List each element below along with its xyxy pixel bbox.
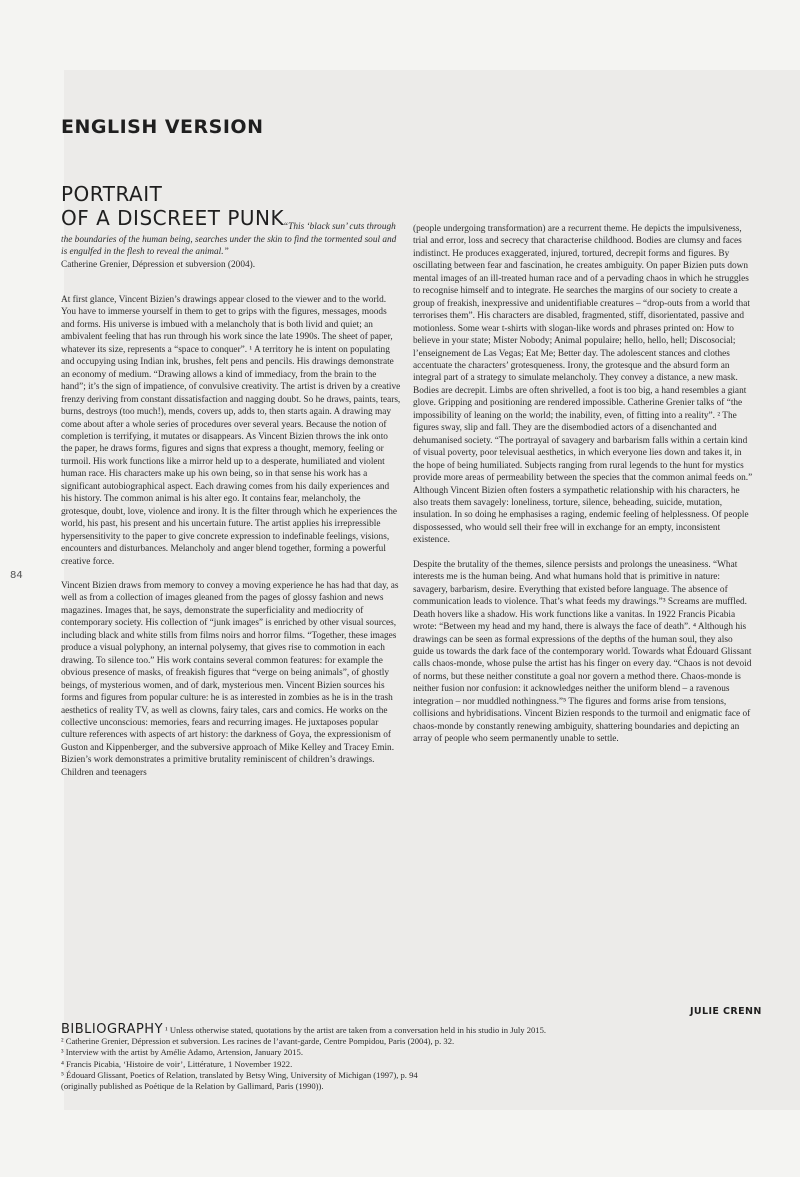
section-label: ENGLISH VERSION (61, 116, 264, 138)
bibliography-entry-5: (originally published as Poétique de la Relation by Gallimard, Paris (1990)). (61, 1081, 324, 1092)
right-column (413, 223, 753, 758)
title-line-1: PORTRAIT (61, 182, 163, 206)
epigraph (61, 221, 401, 271)
epigraph-source: Catherine Grenier, Dépression et subversion (2004). (61, 259, 256, 270)
bibliography-intro: ¹ Unless otherwise stated, quotations by the artist are taken from a conversation held in his studio in July 2015. (165, 1025, 547, 1035)
bibliography-entry-2: ³ Interview with the artist by Amélie Adamo, Artension, January 2015. (61, 1047, 303, 1058)
epigraph-quote: “This ‘black sun’ cuts through the boundaries of the human being, searches under the skin to find the tormented soul and is engulfed in the flesh to reveal the animal.” (61, 222, 397, 258)
left-paragraph-2: Vincent Bizien draws from memory to convey a moving experience he has had that day, as well as from a collection of images gleaned from the pages of glossy fashion and news magazines. Images that, he says, demonstrate the superficiality and mediocrity of contemporary society. His collection of “junk images” is enriched by other visual sources, including black and white stills from films noirs and horror films. “Together, these images produce a visual polyphony, an internal polysemy, that gives rise to commotion in each drawing. To silence too.” His work contains several common features: for example the obvious presence of masks, of freakish figures that “verge on being animals”, of ghostly beings, of mysterious women, and of dark, mysterious men. Vincent Bizien sources his forms and figures from popular culture: he is as interested in zombies as he is in the trash aesthetics of reality TV, as well as clowns, fairy tales, cars and comics. He works on the collective unconscious: memories, fears and recurring images. He juxtaposes popular culture references with aspects of art history: the darkness of Goya, the expressionism of Guston and Kippenberger, and the subversive approach of Mike Kelley and Tracey Emin. Bizien’s work demonstrates a primitive brutality reminiscent of children’s drawings. Children and teenagers (61, 580, 399, 778)
page-number: 84 (10, 570, 23, 581)
right-paragraph-2: Despite the brutality of the themes, silence persists and prolongs the uneasiness. “What interests me is the human being. And what humans hold that is primitive in nature: savagery, barbarism, desire. Everything that existed before language. The absence of communication leads to violence. That’s what feeds my drawings.”³ Screams are muffled. Death hovers like a shadow. His work functions like a vanitas. In 1922 Francis Picabia wrote: “Between my head and my hand, there is always the face of death”. ⁴ Although his drawings can be seen as formal expressions of the depths of the human soul, they also guide us towards the dark face of the contemporary world. Towards what Édouard Glissant calls chaos-monde, whose pulse the artist has his finger on every day. “Chaos is not devoid of norms, but these neither constitute a goal nor govern a method there. Chaos-monde is neither fusion nor confusion: it acknowledges neither the uniform blend – a ravenous integration – nor muddled nothingness.”⁵ The figures and forms arise from tensions, collisions and hybridisations. Vincent Bizien responds to the turmoil and enigmatic face of chaos-monde by constantly renewing ambiguity, shattering boundaries and depicting an array of people who seem permanently unable to settle. (413, 559, 752, 745)
bibliography (61, 1024, 761, 1092)
right-paragraph-1: (people undergoing transformation) are a recurrent theme. He depicts the impulsiveness, trial and error, loss and secrecy that characterise childhood. Bodies are clumsy and faces indistinct. He produces exaggerated, injured, tortured, decrepit forms and figures. By oscillating between fear and fascination, he creates ambiguity. On paper Bizien puts down mental images of an ill-treated human race and of a pervading chaos in which he struggles to recognise himself and to integrate. He searches the margins of our society to create a group of freakish, inexpressive and unidentifiable creatures – “drop-outs from a world that terrorises them”. His characters are disabled, fragmented, stiff, disorientated, passive and motionless. Some wear t-shirts with slogan-like words and phrases printed on: How to believe in your state; Mister Nobody; Animal populaire; hello, hello, hell; Discosocial; l’enseignement de Las Vegas; Eat Me; Better day. The adolescent stances and clothes accentuate the characters’ grotesqueness. Irony, the grotesque and the absurd form an integral part of a strategy to simulate melancholy. They convey a distance, a new mask. Bodies are decrepit. Limbs are often shrivelled, a foot is too big, a hand resembles a giant glove. Gripping and positioning are rendered impossible. Catherine Grenier talks of “the impossibility of leaning on the world; the inability, even, of fitting into a reality”. ² The figures sway, slip and fall. They are the disembodied actors of a disenchanted and dehumanised society. “The portrayal of savagery and barbarism falls within a certain kind of visual poverty, poor televisual aesthetics, in which everyone lies down and takes it, in the hope of being humiliated. Subjects ranging from rural legends to the hunt for mystics provide more areas of permeability between the species that the common animal feeds on.” Although Vincent Bizien often fosters a sympathetic relationship with his characters, he also treats them savagely: loneliness, torture, silence, beheading, suicide, mutation, insulation. In so doing he emphasises a raging, endemic feeling of helplessness. Of people dispossessed, who would sell their free will in exchange for an empty, inconsistent existence. (413, 224, 753, 546)
bibliography-entry-4: ⁵ Édouard Glissant, Poetics of Relation, translated by Betsy Wing, University of Michigan (1997), p. 94 (61, 1069, 418, 1080)
author-name: JULIE CRENN (690, 1006, 762, 1017)
bibliography-title: BIBLIOGRAPHY (61, 1022, 164, 1037)
bibliography-entry-3: ⁴ Francis Picabia, ‘Histoire de voir’, Littérature, 1 November 1922. (61, 1058, 293, 1069)
left-column (61, 294, 401, 791)
bibliography-entry-1: ² Catherine Grenier, Dépression et subversion. Les racines de l’avant-garde, Centre Pompidou, Paris (2004), p. 32. (61, 1036, 455, 1047)
title-line-2: OF A DISCREET PUNK (61, 206, 285, 230)
left-paragraph-1: At first glance, Vincent Bizien’s drawings appear closed to the viewer and to the world. You have to immerse yourself in them to get to grips with the figures, messages, moods and forms. His universe is imbued with a melancholy that is both livid and quiet; an ambivalent feeling that has run through his work since the late 1990s. The sheet of paper, whatever its size, represents a “space to conquer”. ¹ A territory he is intent on populating and occupying using Indian ink, brushes, felt pens and pencils. His drawings demonstrate an economy of medium. “Drawing allows a kind of immediacy, from the brain to the hand”; it’s the sign of impatience, of convulsive creativity. The artist is driven by a creative frenzy deriving from constant dissatisfaction and nagging doubt. So he draws, paints, tears, burns, destroys (too much!), mends, covers up, adds to, then starts again. A drawing may come about after a whole series of procedures over several years. Because the notion of completion is terrifying, it mutates or disappears. As Vincent Bizien throws the ink onto the paper, he draws forms, figures and signs that express a thought, memory, feeling or turmoil. His work functions like a mirror held up to a desperate, humiliated and violent human race. His characters make up his own being, so in that sense his work has a significant autobiographical aspect. Each drawing comes from his daily experiences and his history. The common animal is his alter ego. It contains fear, melancholy, the grotesque, doubt, love, violence and irony. It is the filter through which he experiences the world, his past, his present and his uncertain future. The artist applies his irrepressible hypersensitivity to the paper to give concrete expression to indefinable feelings, visions, encounters and disturbances. Melancholy and anger blend together, forming a powerful creative force. (61, 295, 401, 567)
